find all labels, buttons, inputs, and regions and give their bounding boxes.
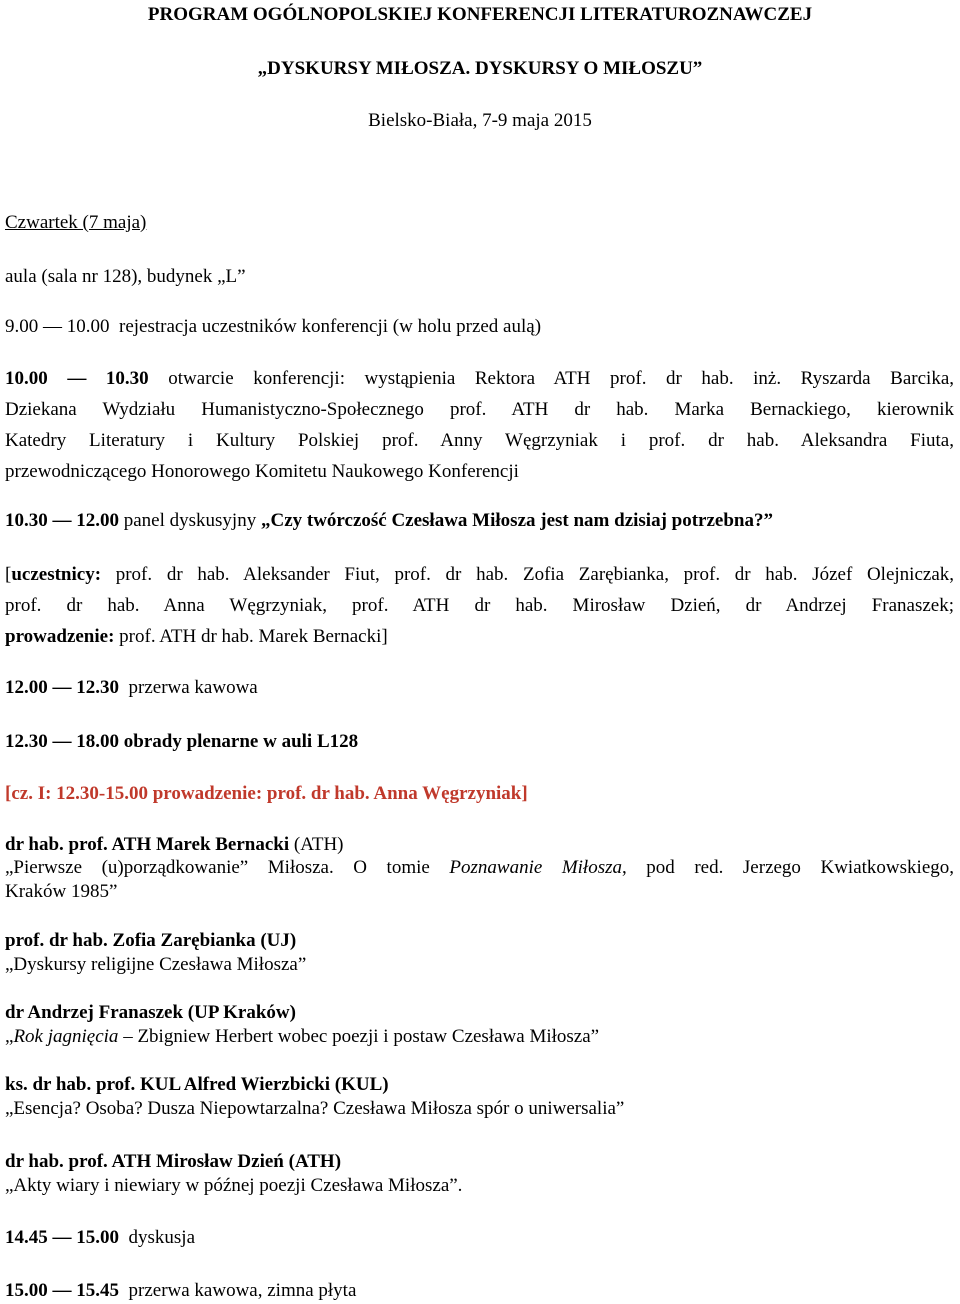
slot-description: obrady plenarne w auli L128 [123,731,359,752]
schedule-panel [5,510,954,532]
talk-title: „Dyskursy religijne Czesława Miłosza” [5,954,307,975]
panel-participants-line1: [uczestnicy: prof. dr hab. Aleksander Fiut, prof. dr hab. Zofia Zarębianka, prof. dr hab. Józef Olejniczak, [5,564,955,585]
schedule-opening-line3: Katedry Literatury i Kultury Polskiej prof. Anny Węgrzyniak i prof. dr hab. Aleksandra Fiuta, [5,430,954,451]
moderator-label: prowadzenie: [5,626,115,647]
participants-list: prof. dr hab. Aleksander Fiut, prof. dr hab. Zofia Zarębianka, prof. dr hab. Józef Olejniczak, [115,564,955,585]
schedule-registration [5,316,954,338]
talk-title: „Rok jagnięcia – Zbigniew Herbert wobec poezji i postaw Czesława Miłosza” [5,1026,600,1047]
conference-name: „DYSKURSY MIŁOSZA. DYSKURSY O MIŁOSZU” [257,58,703,79]
slot-description: przerwa kawowa [128,677,258,698]
time-slot: 12.00 — 12.30 [5,677,119,698]
moderator-name: prof. ATH dr hab. Marek Bernacki] [119,626,388,647]
talk-title: „Esencja? Osoba? Dusza Niepowtarzalna? Czesława Miłosza spór o uniwersalia” [5,1098,625,1119]
participants-label: uczestnicy: [11,564,102,585]
talk-title: „Pierwsze (u)porządkowanie” Miłosza. O tomie Poznawanie Miłosza, pod red. Jerzego Kwiatkowskiego, [5,857,954,878]
session-heading: [cz. I: 12.30-15.00 prowadzenie: prof. dr hab. Anna Węgrzyniak] [5,783,528,804]
schedule-opening-line1 [5,368,954,390]
document-title: PROGRAM OGÓLNOPOLSKIEJ KONFERENCJI LITERATUROZNAWCZEJ [147,4,813,25]
time-slot: 9.00 — 10.00 [5,316,110,337]
venue: aula (sala nr 128), budynek „L” [5,266,246,287]
schedule-opening-line4: przewodniczącego Honorowego Komitetu Naukowego Konferencji [5,461,519,482]
slot-description: rejestracja uczestników konferencji (w holu przed aulą) [119,316,542,337]
place-date: Bielsko-Biała, 7-9 maja 2015 [368,110,592,131]
schedule-opening-line2: Dziekana Wydziału Humanistyczno-Społecznego prof. ATH dr hab. Marka Bernackiego, kierownik [5,399,954,420]
schedule-plenary [5,731,954,753]
talk-speaker: dr hab. prof. ATH Marek Bernacki (ATH) [5,834,344,855]
schedule-break2 [5,1280,954,1302]
day-heading: Czwartek (7 maja) [5,212,147,233]
panel-title: „Czy twórczość Czesława Miłosza jest nam dzisiaj potrzebna?” [260,510,773,531]
slot-description: dyskusja [128,1227,195,1248]
talk-speaker: ks. dr hab. prof. KUL Alfred Wierzbicki (KUL) [5,1074,389,1095]
slot-description: przerwa kawowa, zimna płyta [128,1280,357,1301]
slot-description: otwarcie konferencji: wystąpienia Rektora ATH prof. dr hab. inż. Ryszarda Barcika, [168,368,955,389]
time-slot: 12.30 — 18.00 [5,731,119,752]
panel-participants-line2: prof. dr hab. Anna Węgrzyniak, prof. ATH dr hab. Mirosław Dzień, dr Andrzej Franaszek; [5,595,954,616]
time-slot: 10.30 — 12.00 [5,510,119,531]
time-slot: 10.00 — 10.30 [5,368,149,389]
talk-title: „Akty wiary i niewiary w późnej poezji Czesława Miłosza”. [5,1175,463,1196]
schedule-discussion [5,1227,954,1249]
talk-speaker: prof. dr hab. Zofia Zarębianka (UJ) [5,930,297,951]
talk-title-cont: Kraków 1985” [5,881,118,902]
schedule-break1 [5,677,954,699]
panel-moderator [5,626,954,648]
time-slot: 14.45 — 15.00 [5,1227,119,1248]
slot-description: panel dyskusyjny [123,510,257,531]
talk-speaker: dr hab. prof. ATH Mirosław Dzień (ATH) [5,1151,342,1172]
time-slot: 15.00 — 15.45 [5,1280,119,1301]
talk-speaker: dr Andrzej Franaszek (UP Kraków) [5,1002,296,1023]
